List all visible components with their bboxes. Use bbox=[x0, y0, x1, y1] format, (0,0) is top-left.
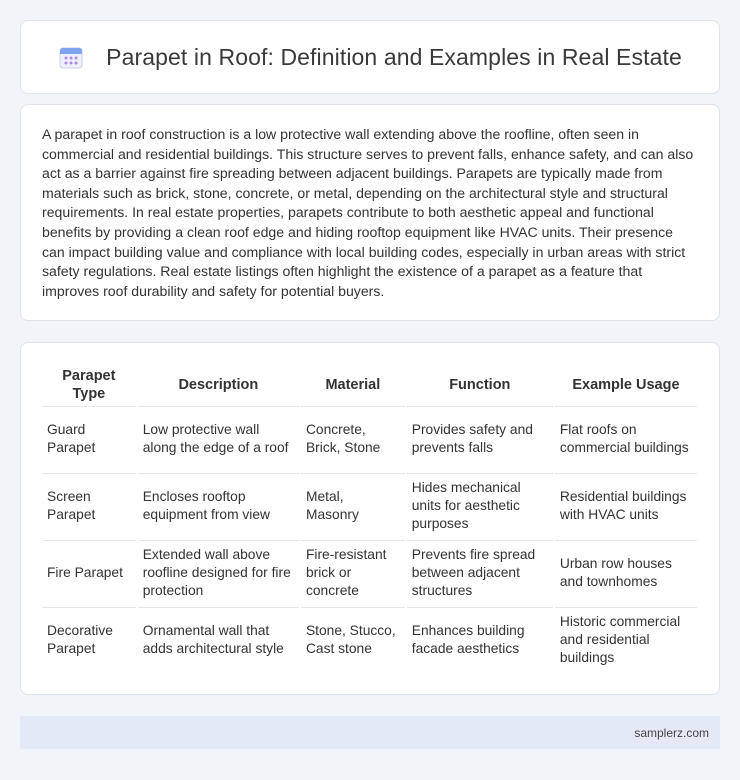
table-cell: Metal, Masonry bbox=[301, 473, 405, 538]
header-example-usage: Example Usage bbox=[572, 377, 680, 393]
table-cell: Prevents fire spread between adjacent structures bbox=[407, 540, 553, 605]
footer bbox=[20, 716, 720, 749]
description-text: A parapet in roof construction is a low protective wall extending above the roofline, often seen in commercial and residential buildings. This structure serves to prevent falls, enhance safety, and can also act as a barrier against fire spreading between adjacent buildings. Parapets are typically made from materials such as brick, stone, concrete, or metal, depending on the architectural style and structural requirements. In real estate properties, parapets contribute to both aesthetic appeal and functional benefits by providing a clean roof edge and hiding rooftop equipment like HVAC units. Their presence can impact building value and compliance with local building codes, especially in urban areas with strict safety regulations. Real estate listings often highlight the existence of a parapet as a feature that improves roof durability and safety for potential buyers. bbox=[42, 126, 694, 299]
table-cell: Concrete, Brick, Stone bbox=[301, 406, 405, 471]
table-cell: Flat roofs on commercial buildings bbox=[555, 406, 697, 471]
table-header-row bbox=[42, 366, 697, 404]
table-row bbox=[42, 607, 697, 672]
header-description: Description bbox=[178, 377, 259, 393]
calendar-icon bbox=[58, 44, 84, 70]
table-cell: Low protective wall along the edge of a roof bbox=[138, 406, 299, 471]
table-cell: Extended wall above roofline designed for fire protection bbox=[138, 540, 299, 605]
table-cell: Urban row houses and townhomes bbox=[555, 540, 697, 605]
header-function: Function bbox=[449, 377, 511, 393]
title-wrap bbox=[58, 44, 682, 71]
table-cell: Ornamental wall that adds architectural style bbox=[138, 607, 299, 672]
table-cell: Stone, Stucco, Cast stone bbox=[301, 607, 405, 672]
header-parapet-type: Parapet Type bbox=[62, 368, 116, 402]
table-row bbox=[42, 473, 697, 538]
table-row bbox=[42, 406, 697, 471]
table-cell: Guard Parapet bbox=[42, 406, 136, 471]
table-cell: Residential buildings with HVAC units bbox=[555, 473, 697, 538]
table-cell: Screen Parapet bbox=[42, 473, 136, 538]
table-cell: Enhances building facade aesthetics bbox=[407, 607, 553, 672]
table-cell: Historic commercial and residential buildings bbox=[555, 607, 697, 672]
header-material: Material bbox=[325, 377, 381, 393]
table-cell: Provides safety and prevents falls bbox=[407, 406, 553, 471]
table-cell: Hides mechanical units for aesthetic purposes bbox=[407, 473, 553, 538]
header-card bbox=[20, 20, 720, 94]
footer-site-link[interactable]: samplerz.com bbox=[634, 725, 709, 740]
parapet-table bbox=[40, 364, 699, 674]
page-title: Parapet in Roof: Definition and Examples in Real Estate bbox=[106, 43, 682, 70]
table-cell: Decorative Parapet bbox=[42, 607, 136, 672]
table-row bbox=[42, 540, 697, 605]
table-cell: Fire-resistant brick or concrete bbox=[301, 540, 405, 605]
table-cell: Encloses rooftop equipment from view bbox=[138, 473, 299, 538]
table-card bbox=[20, 342, 720, 695]
description-card bbox=[20, 104, 720, 321]
table-cell: Fire Parapet bbox=[42, 540, 136, 605]
